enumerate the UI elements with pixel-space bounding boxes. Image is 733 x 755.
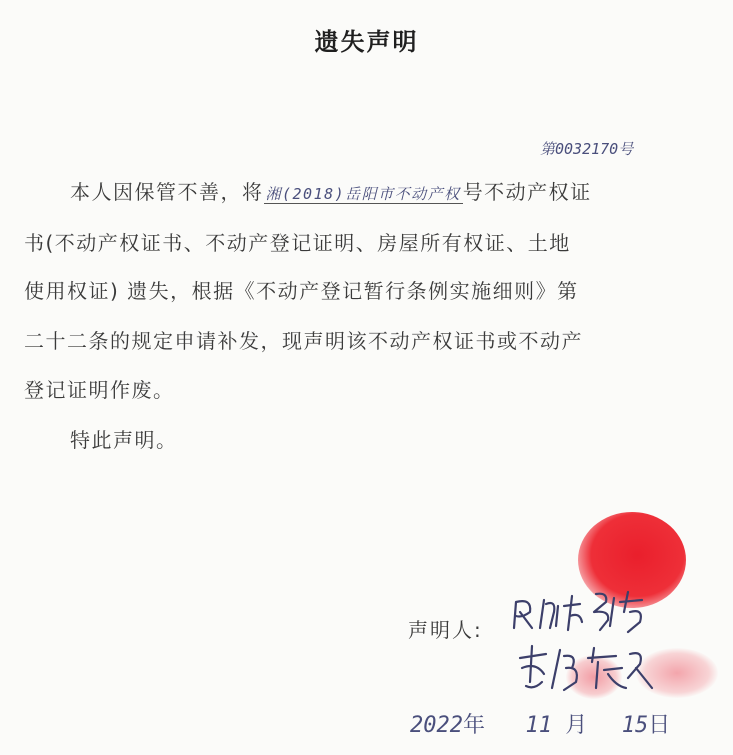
date-day-unit: 日 bbox=[648, 713, 671, 738]
closing-line: 特此声明。 bbox=[70, 428, 178, 452]
handwritten-cert-prefix: 湘(2018)岳阳市不动产权 bbox=[265, 185, 461, 203]
date-year: 2022 bbox=[410, 713, 463, 738]
body-line-4: 二十二条的规定申请补发，现声明该不动产权证书或不动产 bbox=[24, 329, 583, 353]
date-day: 15 bbox=[621, 713, 649, 738]
handwritten-date bbox=[410, 708, 670, 739]
document-title: 遗失声明 bbox=[314, 28, 419, 56]
body-line-2: 书(不动产权证书、不动产登记证明、房屋所有权证、土地 bbox=[24, 231, 571, 255]
body-line-1-prefix: 本人因保管不善，将 bbox=[70, 180, 264, 204]
date-month-unit: 月 bbox=[565, 713, 588, 738]
body-line-1-suffix: 号不动产权证 bbox=[462, 180, 592, 204]
body-line-1 bbox=[70, 176, 592, 205]
body-line-3: 使用权证) 遗失，根据《不动产登记暂行条例实施细则》第 bbox=[24, 279, 579, 303]
handwritten-signature-2 bbox=[512, 638, 662, 698]
handwritten-signature-1 bbox=[510, 582, 670, 642]
date-year-unit: 年 bbox=[462, 713, 485, 738]
handwritten-cert-number: 第0032170号 bbox=[540, 140, 634, 158]
signer-label: 声明人: bbox=[408, 618, 483, 642]
date-month: 11 bbox=[525, 713, 552, 738]
body-line-5: 登记证明作废。 bbox=[24, 378, 175, 402]
